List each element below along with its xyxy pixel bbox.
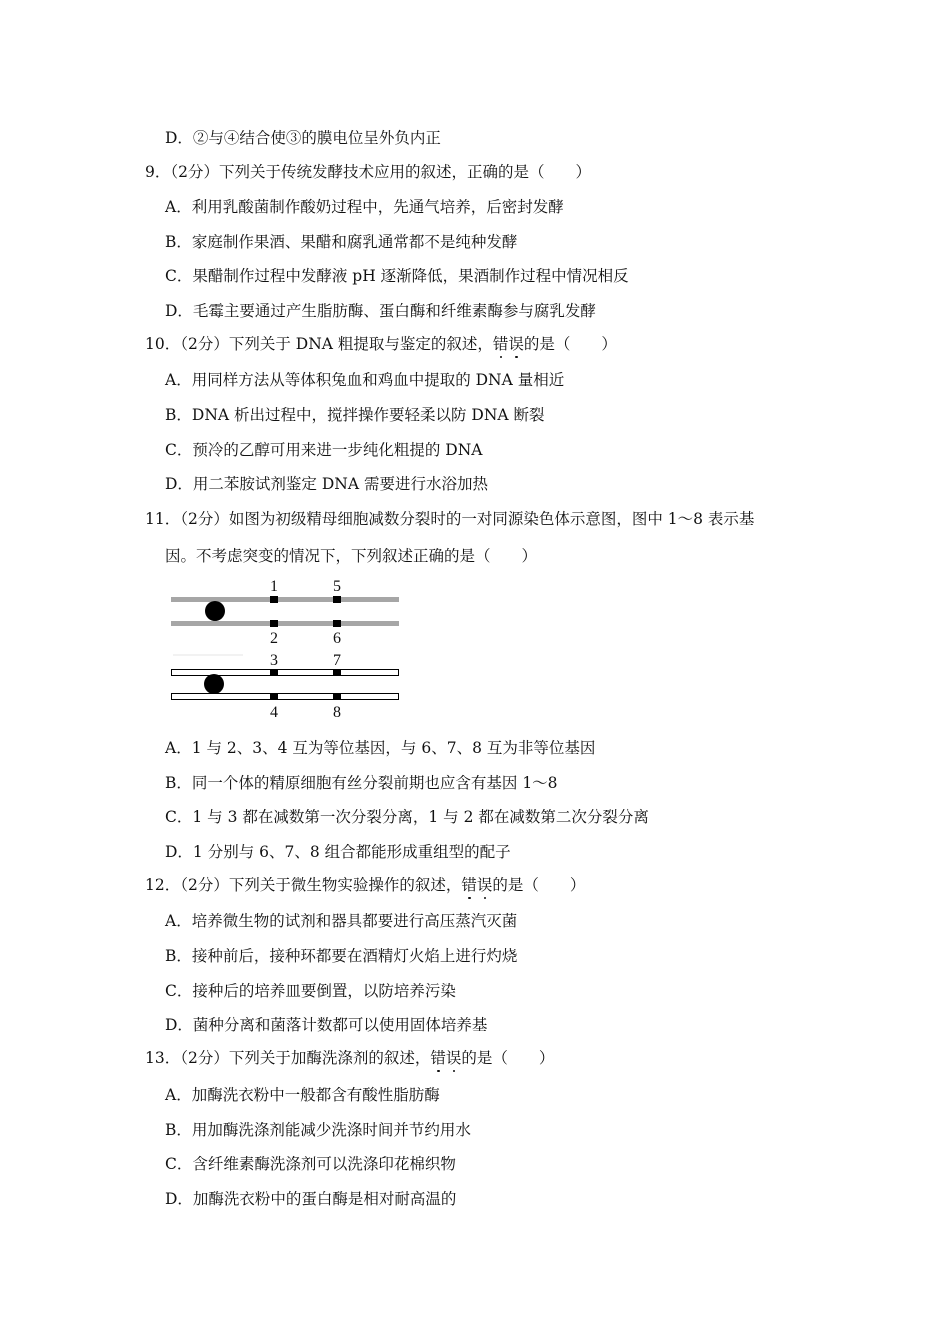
gene-label-2: 2 bbox=[270, 630, 278, 647]
q11-stem-line1: 11．（2分）如图为初级精母细胞减数分裂时的一对同源染色体示意图，图中 1～8 表示基 bbox=[145, 510, 755, 528]
q12-emphasis-char-2: 误 bbox=[476, 876, 493, 894]
gene-marker-5 bbox=[333, 596, 341, 603]
q13-option-d: D．加酶洗衣粉中的蛋白酶是相对耐高温的 bbox=[165, 1190, 457, 1208]
q10-stem-post: 的是（ ） bbox=[523, 335, 617, 353]
q9-option-c: C．果醋制作过程中发酵液 pH 逐渐降低，果酒制作过程中情况相反 bbox=[165, 267, 629, 285]
q12-option-b: B．接种前后，接种环都要在酒精灯火焰上进行灼烧 bbox=[165, 947, 518, 965]
gene-marker-8 bbox=[333, 693, 341, 700]
chromatid-lower-2 bbox=[172, 694, 399, 700]
q10-option-b: B．DNA 析出过程中，搅拌操作要轻柔以防 DNA 断裂 bbox=[165, 406, 545, 424]
q12-option-d: D．菌种分离和菌落计数都可以使用固体培养基 bbox=[165, 1016, 488, 1034]
gene-label-4: 4 bbox=[270, 704, 278, 721]
q9-option-a: A．利用乳酸菌制作酸奶过程中，先通气培养，后密封发酵 bbox=[165, 198, 564, 216]
centromere-upper bbox=[205, 601, 225, 621]
gene-marker-7 bbox=[333, 669, 341, 676]
q12-stem-post: 的是（ ） bbox=[492, 876, 586, 894]
gene-marker-3 bbox=[270, 669, 278, 676]
q13-emphasis-char-1: 错 bbox=[430, 1049, 446, 1067]
q10-emphasis-char-1: 错 bbox=[492, 335, 509, 353]
q13-option-b: B．用加酶洗涤剂能减少洗涤时间并节约用水 bbox=[165, 1121, 471, 1139]
q9-stem: 9．（2分）下列关于传统发酵技术应用的叙述，正确的是（ ） bbox=[145, 163, 591, 181]
gene-marker-1 bbox=[270, 596, 278, 603]
q10-option-d: D．用二苯胺试剂鉴定 DNA 需要进行水浴加热 bbox=[165, 475, 488, 493]
q12-option-a: A．培养微生物的试剂和器具都要进行高压蒸汽灭菌 bbox=[165, 912, 518, 930]
gene-label-3: 3 bbox=[270, 652, 278, 669]
q10-option-a: A．用同样方法从等体积兔血和鸡血中提取的 DNA 量相近 bbox=[165, 371, 565, 389]
chromatid-lower-1 bbox=[172, 670, 399, 676]
q12-stem-pre: 12．（2分）下列关于微生物实验操作的叙述， bbox=[145, 876, 462, 894]
centromere-lower bbox=[204, 674, 224, 694]
q10-emphasis-char-2: 误 bbox=[508, 335, 524, 353]
q11-stem-line2: 因。不考虑突变的情况下，下列叙述正确的是（ ） bbox=[165, 547, 538, 565]
q10-option-c: C．预冷的乙醇可用来进一步纯化粗提的 DNA bbox=[165, 441, 483, 459]
chromatid-upper-1 bbox=[171, 597, 399, 602]
q12-emphasis-char-1: 错 bbox=[461, 876, 477, 894]
gene-label-6: 6 bbox=[333, 630, 341, 647]
gene-label-7: 7 bbox=[333, 652, 341, 669]
q12-option-c: C．接种后的培养皿要倒置，以防培养污染 bbox=[165, 982, 456, 1000]
gene-label-8: 8 bbox=[333, 704, 341, 721]
gene-marker-2 bbox=[270, 620, 278, 627]
q13-option-c: C．含纤维素酶洗涤剂可以洗涤印花棉织物 bbox=[165, 1155, 456, 1173]
chromatid-upper-2 bbox=[171, 621, 399, 626]
gene-marker-4 bbox=[270, 693, 278, 700]
gene-marker-6 bbox=[333, 620, 341, 627]
q13-option-a: A．加酶洗衣粉中一般都含有酸性脂肪酶 bbox=[165, 1086, 440, 1104]
q10-stem-pre: 10．（2分）下列关于 DNA 粗提取与鉴定的叙述， bbox=[145, 335, 493, 353]
q13-stem-post: 的是（ ） bbox=[461, 1049, 555, 1067]
q9-option-d: D．毛霉主要通过产生脂肪酶、蛋白酶和纤维素酶参与腐乳发酵 bbox=[165, 302, 596, 320]
q10-stem bbox=[145, 332, 617, 354]
q9-option-b: B．家庭制作果酒、果醋和腐乳通常都不是纯种发酵 bbox=[165, 233, 518, 251]
q11-option-a: A．1 与 2、3、4 互为等位基因，与 6、7、8 互为非等位基因 bbox=[165, 739, 596, 757]
chromosome-figure bbox=[168, 575, 404, 721]
gene-label-1: 1 bbox=[270, 578, 278, 595]
gene-label-5: 5 bbox=[333, 578, 341, 595]
q11-option-d: D．1 分别与 6、7、8 组合都能形成重组型的配子 bbox=[165, 843, 511, 861]
q11-option-c: C．1 与 3 都在减数第一次分裂分离，1 与 2 都在减数第二次分裂分离 bbox=[165, 808, 649, 826]
q13-stem-pre: 13．（2分）下列关于加酶洗涤剂的叙述， bbox=[145, 1049, 431, 1067]
q12-stem bbox=[145, 873, 585, 895]
q11-option-b: B．同一个体的精原细胞有丝分裂前期也应含有基因 1～8 bbox=[165, 774, 558, 792]
q13-emphasis-char-2: 误 bbox=[445, 1049, 462, 1067]
q8-option-d: D．②与④结合使③的膜电位呈外负内正 bbox=[165, 129, 441, 147]
q13-stem bbox=[145, 1046, 554, 1068]
